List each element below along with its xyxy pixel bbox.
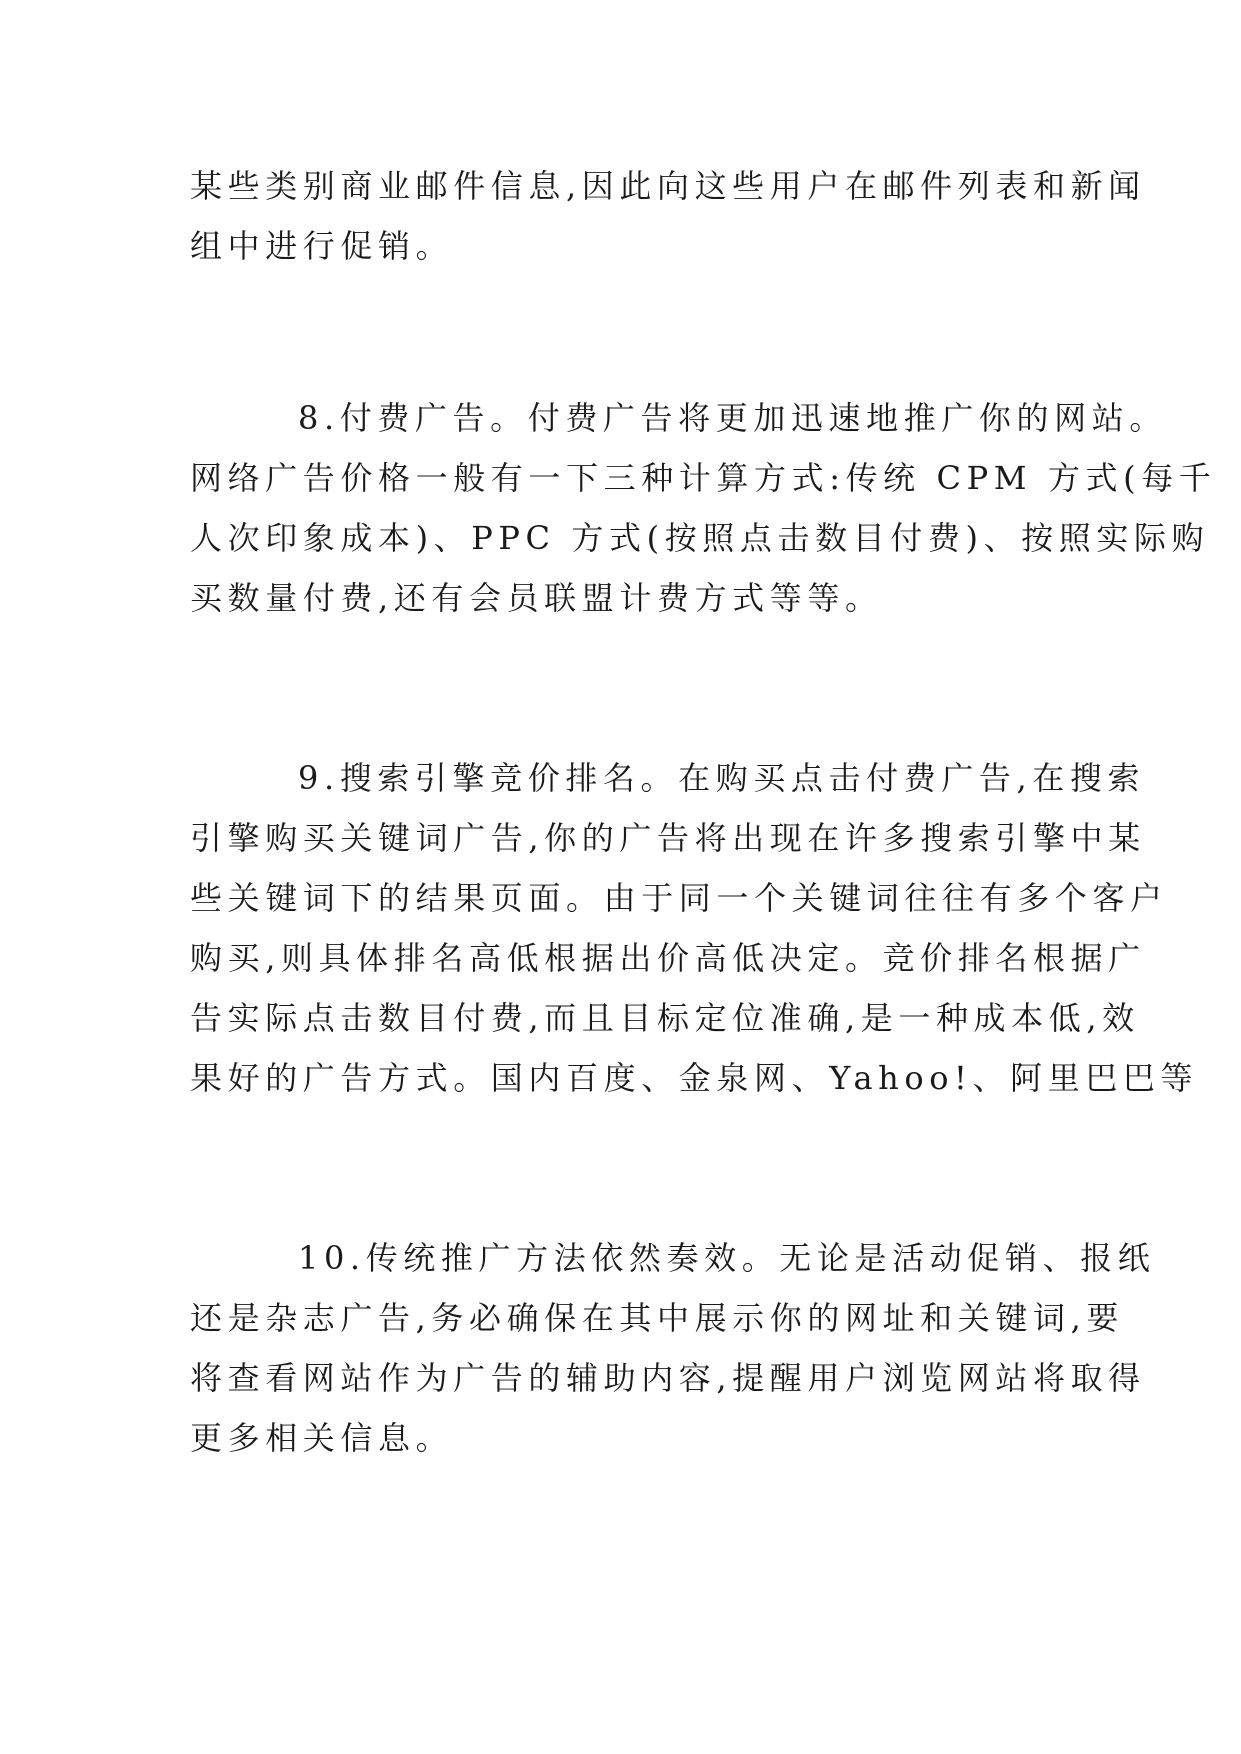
paragraph-paid-advertising — [190, 388, 1217, 628]
text-line: 将查看网站作为广告的辅助内容,提醒用户浏览网站将取得 — [190, 1359, 1146, 1397]
paragraph-search-engine-bidding — [190, 748, 1199, 1108]
text-line: 告实际点击数目付费,而且目标定位准确,是一种成本低,效 — [190, 999, 1140, 1037]
text-line: 人次印象成本)、PPC 方式(按照点击数目付费)、按照实际购 — [190, 519, 1210, 557]
paragraph-email-promotion-continued — [190, 156, 1146, 276]
text-line: 些关键词下的结果页面。由于同一个关键词往往有多个客户 — [190, 879, 1168, 917]
paragraph-traditional-promotion — [190, 1228, 1156, 1468]
text-line: 买数量付费,还有会员联盟计费方式等等。 — [190, 579, 883, 617]
text-line: 9.搜索引擎竞价排名。在购买点击付费广告,在搜索 — [298, 759, 1146, 797]
text-line: 组中进行促销。 — [190, 227, 454, 265]
text-line: 更多相关信息。 — [190, 1419, 454, 1457]
text-line: 购买,则具体排名高低根据出价高低决定。竞价排名根据广 — [190, 939, 1146, 977]
text-line: 还是杂志广告,务必确保在其中展示你的网址和关键词,要 — [190, 1299, 1124, 1337]
text-line: 果好的广告方式。国内百度、金泉网、Yahoo!、阿里巴巴等 — [190, 1059, 1199, 1097]
text-line: 某些类别商业邮件信息,因此向这些用户在邮件列表和新闻 — [190, 167, 1146, 205]
text-line: 10.传统推广方法依然奏效。无论是活动促销、报纸 — [298, 1239, 1156, 1277]
text-line: 引擎购买关键词广告,你的广告将出现在许多搜索引擎中某 — [190, 819, 1146, 857]
text-line: 网络广告价格一般有一下三种计算方式:传统 CPM 方式(每千 — [190, 459, 1217, 497]
text-line: 8.付费广告。付费广告将更加迅速地推广你的网站。 — [298, 399, 1167, 437]
